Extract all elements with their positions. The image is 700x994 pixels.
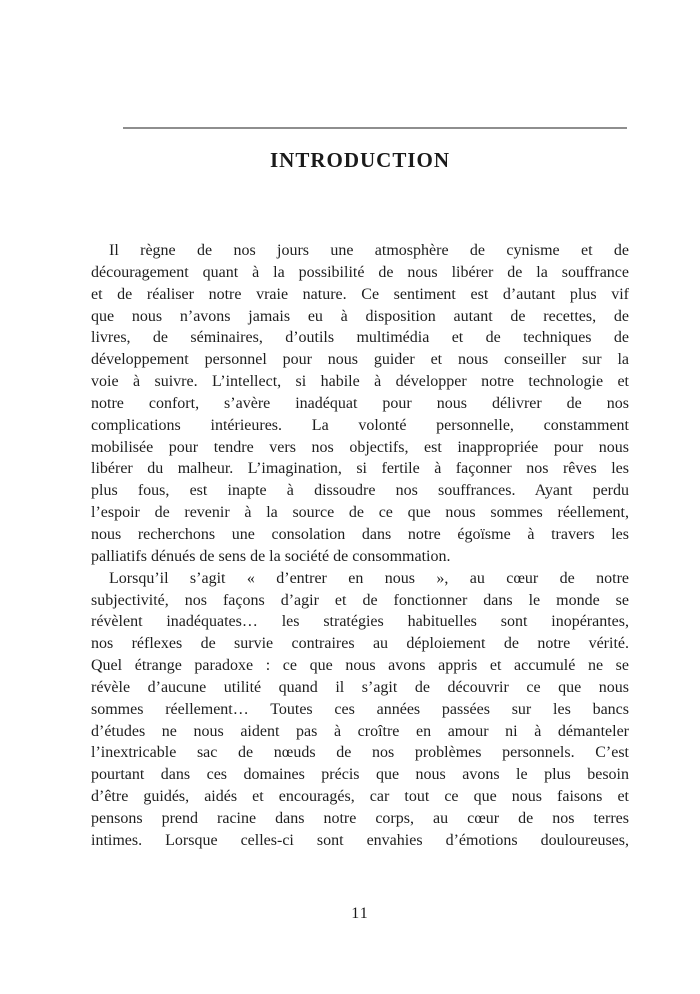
text-line: découragement quant à la possibilité de nous libérer de la souffrance bbox=[91, 263, 629, 281]
text-line: Lorsqu’il s’agit « d’entrer en nous », au cœur de notre bbox=[109, 569, 629, 587]
text-line: subjectivité, nos façons d’agir et de fonctionner dans le monde se bbox=[91, 591, 629, 609]
text-line: sommes réellement… Toutes ces années passées sur les bancs bbox=[91, 700, 629, 718]
text-line: pourtant dans ces domaines précis que nous avons le plus besoin bbox=[91, 766, 629, 784]
text-line: d’être guidés, aidés et encouragés, car tout ce que nous faisons et bbox=[91, 788, 629, 806]
text-line: intimes. Lorsque celles-ci sont envahies d’émotions douloureuses, bbox=[91, 831, 629, 849]
text-line: libérer du malheur. L’imagination, si fertile à façonner nos rêves les bbox=[91, 460, 629, 478]
text-line: l’inextricable sac de nœuds de nos problèmes personnels. C’est bbox=[91, 744, 629, 762]
header-rule bbox=[123, 127, 627, 129]
page-number: 11 bbox=[351, 905, 369, 922]
text-line: nos réflexes de survie contraires au déploiement de notre vérité. bbox=[91, 635, 629, 653]
text-line: développement personnel pour nous guider et nous conseiller sur la bbox=[91, 351, 629, 369]
text-line: pensons prend racine dans notre corps, au cœur de nos terres bbox=[91, 809, 629, 827]
text-line: révèlent inadéquates… les stratégies habituelles sont inopérantes, bbox=[91, 613, 629, 631]
text-line: et de réaliser notre vraie nature. Ce sentiment est d’autant plus vif bbox=[91, 285, 629, 303]
text-line: livres, de séminaires, d’outils multimédia et de techniques de bbox=[91, 329, 629, 347]
text-line: Quel étrange paradoxe : ce que nous avons appris et accumulé ne se bbox=[91, 657, 629, 675]
text-line: Il règne de nos jours une atmosphère de cynisme et de bbox=[109, 242, 629, 259]
text-line: plus fous, est inapte à dissoudre nos souffrances. Ayant perdu bbox=[91, 482, 629, 500]
text-line: l’espoir de revenir à la source de ce que nous sommes réellement, bbox=[91, 504, 629, 522]
body-text bbox=[91, 240, 629, 852]
chapter-title: INTRODUCTION bbox=[269, 148, 451, 172]
text-line: mobilisée pour tendre vers nos objectifs, est inappropriée pour nous bbox=[91, 438, 629, 456]
text-line: voie à suivre. L’intellect, si habile à développer notre technologie et bbox=[91, 373, 629, 391]
text-line: d’études ne nous aident pas à croître en amour ni à démanteler bbox=[91, 722, 629, 740]
text-line: complications intérieures. La volonté personnelle, constamment bbox=[91, 416, 629, 434]
text-line: que nous n’avons jamais eu à disposition autant de recettes, de bbox=[91, 307, 629, 325]
text-line: palliatifs dénués de sens de la société de consommation. bbox=[91, 547, 451, 565]
text-line: notre confort, s’avère inadéquat pour nous délivrer de nos bbox=[91, 394, 629, 412]
text-line: révèle d’aucune utilité quand il s’agit de découvrir ce que nous bbox=[91, 678, 629, 696]
text-line: nous recherchons une consolation dans notre égoïsme à travers les bbox=[91, 525, 629, 543]
